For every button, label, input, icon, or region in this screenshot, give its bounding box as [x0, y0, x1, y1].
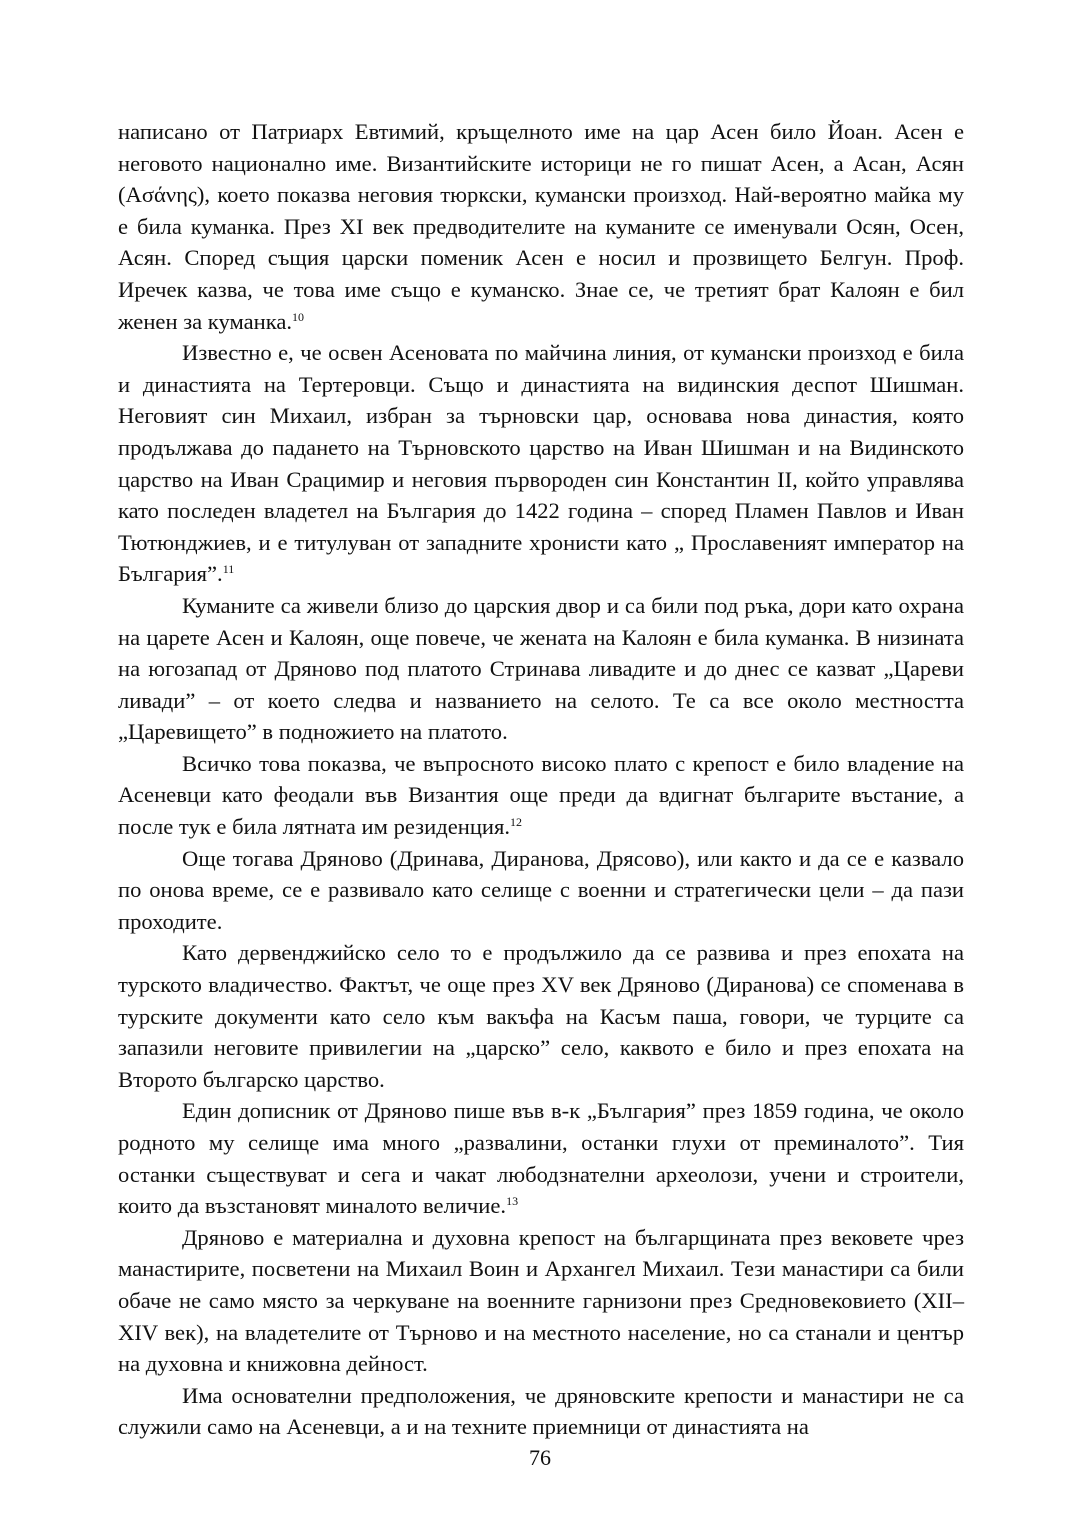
footnote-ref[interactable]: 10 — [292, 309, 305, 324]
paragraph-7 — [118, 1095, 964, 1221]
paragraph-text: Куманите са живели близо до царския двор и са били под ръка, дори като охрана на царете Асен и Калоян, още повече, че жената на Калоян е била куманка. В низината на югозапад от Дряново под платото Стринава ливадите и до днес се казват „Цареви ливади” – от което следва и названието на селото. Те са все около местността „Царевището” в подножието на платото. — [118, 592, 964, 745]
paragraph-text: Като дервенджийско село то е продължило да се развива и през епохата на турското владичество. Фактът, че още през XV век Дряново (Диранова) се споменава в турските документи като село към вакъфа на Касъм паша, говори, че турците са запазили неговите привилегии на „царско” село, каквото е било и през епохата на Второто българско царство. — [118, 940, 964, 1092]
paragraph-1 — [118, 116, 964, 337]
footnote-ref[interactable]: 11 — [222, 562, 235, 577]
paragraph-text: Известно е, че освен Асеновата по майчина линия, от кумански произход е била и династията на Тертеровци. Също и династията на видинския деспот Шишман. Неговият син Михаил, избран за търновски цар, основава нова династия, която продължава до падането на Търновското царство на Иван Шишман и на Видинското царство на Иван Срацимир и неговия първороден син Константин II, който управлява като последен владетел на България до 1422 година – според Пламен Павлов и Иван Тютюнджиев, и е титулуван от западните хронисти като „ Прославеният император на България”. — [118, 340, 964, 587]
paragraph-text: Един дописник от Дряново пише във в-к „България” през 1859 година, че около родното му селище има много „развалини, останки глухи от преминалото”. Тия останки съществуват и сега и чакат любодзнателни археолози, учени и строители, които да възстановят миналото величие. — [118, 1098, 964, 1219]
paragraph-text: Има основателни предположения, че дряновските крепости и манастири не са служили само на Асеневци, а и на техните приемници от династията на — [118, 1382, 964, 1440]
footnote-ref[interactable]: 13 — [506, 1194, 519, 1209]
footnote-ref[interactable]: 12 — [510, 815, 523, 830]
paragraph-2 — [118, 337, 964, 590]
paragraph-3 — [118, 590, 964, 748]
page-number: 76 — [529, 1445, 551, 1470]
paragraph-6 — [118, 937, 964, 1095]
paragraph-text: Още тогава Дряново (Дринава, Диранова, Дрясово), или както и да се е казвало по онова време, се е развивало като селище с военни и стратегически цели – да пази проходите. — [118, 845, 964, 934]
paragraph-9 — [118, 1380, 964, 1443]
paragraph-8 — [118, 1222, 964, 1380]
paragraph-text: Дряново е материална и духовна крепост на българщината през вековете чрез манастирите, посветени на Михаил Воин и Архангел Михаил. Тези манастири са били обаче не само място за черкуване на военните гарнизони през Средновековието (XII–XIV век), на владетелите от Търново и на местното население, но са станали и център на духовна и книжовна дейност. — [118, 1224, 964, 1377]
paragraph-4 — [118, 748, 964, 843]
paragraph-5 — [118, 843, 964, 938]
page-body — [118, 116, 964, 1443]
paragraph-text: написано от Патриарх Евтимий, кръщелното име на цар Асен било Йоан. Асен е неговото национално име. Византийските историци не го пишат Асен, а Асан, Асян (Ασάνης), което показва неговия тюркски, кумански произход. Най-вероятно майка му е била куманка. През XI век предводителите на куманите се именували Осян, Осен, Асян. Според същия царски поменик Асен е носил и прозвището Белгун. Проф. Иречек казва, че това име също е куманско. Знае се, че третият брат Калоян е бил женен за куманка. — [118, 119, 964, 334]
paragraph-text: Всичко това показва, че въпросното високо плато с крепост е било владение на Асеневци като феодали във Византия още преди да вдигнат българите въстание, а после тук е била лятната им резиденция. — [118, 750, 964, 840]
